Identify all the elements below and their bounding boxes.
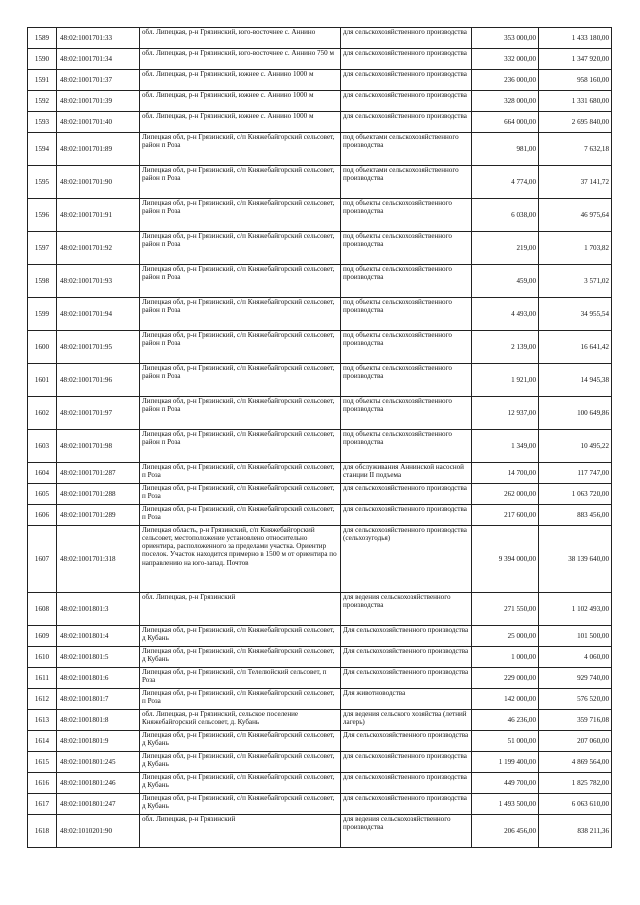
cadastral-value-cell: 2 695 840,00 <box>539 112 612 133</box>
table-row <box>28 668 612 689</box>
table-row <box>28 298 612 331</box>
address-cell: Липецкая обл, р-н Грязинский, с/п Княжебайгорский сельсовет, район п Роза <box>140 265 341 298</box>
address-cell: Липецкая обл, р-н Грязинский, с/п Княжебайгорский сельсовет, д Кубань <box>140 752 341 773</box>
row-number-cell: 1595 <box>28 166 57 199</box>
table-row <box>28 484 612 505</box>
table-row <box>28 815 612 848</box>
row-number-cell: 1615 <box>28 752 57 773</box>
address-cell: обл. Липецкая, р-н Грязинский <box>140 593 341 626</box>
cadastral-number-cell: 48:02:1001701:39 <box>57 91 140 112</box>
cadastral-value-cell: 1 331 680,00 <box>539 91 612 112</box>
cadastral-value-cell: 6 063 610,00 <box>539 794 612 815</box>
row-number-cell: 1593 <box>28 112 57 133</box>
table-row <box>28 232 612 265</box>
permitted-use-cell: для сельскохозяйственного производства (сельхозугодья) <box>341 526 472 593</box>
row-number-cell: 1607 <box>28 526 57 593</box>
cadastral-number-cell: 48:02:1001701:92 <box>57 232 140 265</box>
table-row <box>28 49 612 70</box>
area-cell: 4 774,00 <box>472 166 539 199</box>
table-row <box>28 70 612 91</box>
cadastral-number-cell: 48:02:1001701:33 <box>57 28 140 49</box>
cadastral-value-cell: 1 102 493,00 <box>539 593 612 626</box>
permitted-use-cell: Для сельскохозяйственного производства <box>341 626 472 647</box>
cadastral-value-cell: 3 571,02 <box>539 265 612 298</box>
cadastral-number-cell: 48:02:1001801:7 <box>57 689 140 710</box>
cadastral-number-cell: 48:02:1001701:94 <box>57 298 140 331</box>
area-cell: 4 493,00 <box>472 298 539 331</box>
row-number-cell: 1610 <box>28 647 57 668</box>
address-cell: обл. Липецкая, р-н Грязинский, южнее с. Аннино 1000 м <box>140 112 341 133</box>
table-row <box>28 133 612 166</box>
row-number-cell: 1589 <box>28 28 57 49</box>
cadastral-number-cell: 48:02:1001701:93 <box>57 265 140 298</box>
row-number-cell: 1617 <box>28 794 57 815</box>
table-row <box>28 364 612 397</box>
permitted-use-cell: под объекты сельскохозяйственного производства <box>341 331 472 364</box>
permitted-use-cell: для сельскохозяйственного производства <box>341 484 472 505</box>
permitted-use-cell: для сельскохозяйственного производства <box>341 70 472 91</box>
area-cell: 449 700,00 <box>472 773 539 794</box>
address-cell: Липецкая обл, р-н Грязинский, с/п Княжебайгорский сельсовет, п Роза <box>140 505 341 526</box>
permitted-use-cell: под объекты сельскохозяйственного производства <box>341 232 472 265</box>
permitted-use-cell: под объекты сельскохозяйственного производства <box>341 265 472 298</box>
cadastral-number-cell: 48:02:1001801:5 <box>57 647 140 668</box>
address-cell: обл. Липецкая, р-н Грязинский <box>140 815 341 848</box>
cadastral-number-cell: 48:02:1001701:91 <box>57 199 140 232</box>
cadastral-number-cell: 48:02:1001701:37 <box>57 70 140 91</box>
cadastral-number-cell: 48:02:1001701:288 <box>57 484 140 505</box>
area-cell: 262 000,00 <box>472 484 539 505</box>
table-row <box>28 505 612 526</box>
cadastral-value-cell: 16 641,42 <box>539 331 612 364</box>
cadastral-value-cell: 46 975,64 <box>539 199 612 232</box>
permitted-use-cell: под объекты сельскохозяйственного производства <box>341 298 472 331</box>
cadastral-value-cell: 1 433 180,00 <box>539 28 612 49</box>
cadastral-number-cell: 48:02:1001701:40 <box>57 112 140 133</box>
permitted-use-cell: для обслуживания Аннинской насосной станции II подъема <box>341 463 472 484</box>
area-cell: 206 456,00 <box>472 815 539 848</box>
table-row <box>28 28 612 49</box>
cadastral-value-cell: 10 495,22 <box>539 430 612 463</box>
address-cell: Липецкая обл, р-н Грязинский, с/п Княжебайгорский сельсовет, д Кубань <box>140 731 341 752</box>
table-row <box>28 331 612 364</box>
address-cell: Липецкая обл, р-н Грязинский, с/п Княжебайгорский сельсовет, д Кубань <box>140 626 341 647</box>
row-number-cell: 1609 <box>28 626 57 647</box>
cadastral-number-cell: 48:02:1001701:95 <box>57 331 140 364</box>
permitted-use-cell: под объекты сельскохозяйственного производства <box>341 430 472 463</box>
address-cell: Липецкая обл, р-н Грязинский, с/п Телелюйский сельсовет, п Роза <box>140 668 341 689</box>
cadastral-number-cell: 48:02:1001801:247 <box>57 794 140 815</box>
permitted-use-cell: для сельскохозяйственного производства <box>341 794 472 815</box>
area-cell: 46 236,00 <box>472 710 539 731</box>
area-cell: 51 000,00 <box>472 731 539 752</box>
area-cell: 14 700,00 <box>472 463 539 484</box>
permitted-use-cell: для сельскохозяйственного производства <box>341 773 472 794</box>
area-cell: 1 921,00 <box>472 364 539 397</box>
permitted-use-cell: для ведения сельскохозяйственного производства <box>341 593 472 626</box>
area-cell: 1 493 500,00 <box>472 794 539 815</box>
area-cell: 1 000,00 <box>472 647 539 668</box>
address-cell: обл. Липецкая, р-н Грязинский, сельское поселение Княжебайгорский сельсовет, д. Кубань <box>140 710 341 731</box>
permitted-use-cell: под объекты сельскохозяйственного производства <box>341 364 472 397</box>
cadastral-value-cell: 1 825 782,00 <box>539 773 612 794</box>
row-number-cell: 1608 <box>28 593 57 626</box>
address-cell: обл. Липецкая, р-н Грязинский, юго-восточнее с. Аннино <box>140 28 341 49</box>
table-row <box>28 647 612 668</box>
cadastral-value-cell: 117 747,00 <box>539 463 612 484</box>
cadastral-value-cell: 958 160,00 <box>539 70 612 91</box>
table-row <box>28 593 612 626</box>
cadastral-value-cell: 34 955,54 <box>539 298 612 331</box>
cadastral-number-cell: 48:02:1001801:9 <box>57 731 140 752</box>
cadastral-value-cell: 1 063 720,00 <box>539 484 612 505</box>
cadastral-number-cell: 48:02:1001701:89 <box>57 133 140 166</box>
permitted-use-cell: Для сельскохозяйственного производства <box>341 668 472 689</box>
cadastral-number-cell: 48:02:1010201:90 <box>57 815 140 848</box>
address-cell: Липецкая обл, р-н Грязинский, с/п Княжебайгорский сельсовет, район п Роза <box>140 397 341 430</box>
address-cell: Липецкая обл, р-н Грязинский, с/п Княжебайгорский сельсовет, район п Роза <box>140 331 341 364</box>
permitted-use-cell: для сельскохозяйственного производства <box>341 752 472 773</box>
table-row <box>28 773 612 794</box>
area-cell: 1 349,00 <box>472 430 539 463</box>
row-number-cell: 1590 <box>28 49 57 70</box>
area-cell: 236 000,00 <box>472 70 539 91</box>
permitted-use-cell: для ведения сельского хозяйства (летний лагерь) <box>341 710 472 731</box>
area-cell: 2 139,00 <box>472 331 539 364</box>
permitted-use-cell: Для сельскохозяйственного производства <box>341 731 472 752</box>
row-number-cell: 1598 <box>28 265 57 298</box>
address-cell: Липецкая обл, р-н Грязинский, с/п Княжебайгорский сельсовет, п Роза <box>140 689 341 710</box>
cadastral-value-cell: 38 139 640,00 <box>539 526 612 593</box>
row-number-cell: 1600 <box>28 331 57 364</box>
cadastral-value-cell: 929 740,00 <box>539 668 612 689</box>
address-cell: Липецкая обл, р-н Грязинский, с/п Княжебайгорский сельсовет, район п Роза <box>140 199 341 232</box>
area-cell: 353 000,00 <box>472 28 539 49</box>
row-number-cell: 1594 <box>28 133 57 166</box>
area-cell: 459,00 <box>472 265 539 298</box>
table-row <box>28 430 612 463</box>
table-row <box>28 199 612 232</box>
cadastral-number-cell: 48:02:1001801:246 <box>57 773 140 794</box>
cadastral-number-cell: 48:02:1001801:6 <box>57 668 140 689</box>
row-number-cell: 1614 <box>28 731 57 752</box>
table-row <box>28 166 612 199</box>
area-cell: 219,00 <box>472 232 539 265</box>
row-number-cell: 1597 <box>28 232 57 265</box>
permitted-use-cell: под объекты сельскохозяйственного производства <box>341 199 472 232</box>
table-row <box>28 463 612 484</box>
permitted-use-cell: для сельскохозяйственного производства <box>341 112 472 133</box>
table-row <box>28 731 612 752</box>
table-row <box>28 794 612 815</box>
area-cell: 1 199 400,00 <box>472 752 539 773</box>
permitted-use-cell: для сельскохозяйственного производства <box>341 28 472 49</box>
row-number-cell: 1606 <box>28 505 57 526</box>
cadastral-number-cell: 48:02:1001801:4 <box>57 626 140 647</box>
cadastral-number-cell: 48:02:1001701:287 <box>57 463 140 484</box>
table-row <box>28 626 612 647</box>
row-number-cell: 1603 <box>28 430 57 463</box>
cadastral-value-cell: 359 716,08 <box>539 710 612 731</box>
cadastral-value-cell: 37 141,72 <box>539 166 612 199</box>
row-number-cell: 1601 <box>28 364 57 397</box>
cadastral-value-cell: 14 945,38 <box>539 364 612 397</box>
permitted-use-cell: под объекты сельскохозяйственного производства <box>341 397 472 430</box>
table-row <box>28 112 612 133</box>
table-row <box>28 752 612 773</box>
table-row <box>28 689 612 710</box>
permitted-use-cell: Для животноводства <box>341 689 472 710</box>
cadastral-value-cell: 1 703,82 <box>539 232 612 265</box>
area-cell: 6 038,00 <box>472 199 539 232</box>
area-cell: 332 000,00 <box>472 49 539 70</box>
cadastral-number-cell: 48:02:1001701:34 <box>57 49 140 70</box>
cadastral-value-cell: 1 347 920,00 <box>539 49 612 70</box>
row-number-cell: 1599 <box>28 298 57 331</box>
row-number-cell: 1596 <box>28 199 57 232</box>
address-cell: обл. Липецкая, р-н Грязинский, юго-восточнее с. Аннино 750 м <box>140 49 341 70</box>
area-cell: 12 937,00 <box>472 397 539 430</box>
area-cell: 271 550,00 <box>472 593 539 626</box>
area-cell: 217 600,00 <box>472 505 539 526</box>
cadastral-value-cell: 101 500,00 <box>539 626 612 647</box>
permitted-use-cell: для сельскохозяйственного производства <box>341 505 472 526</box>
address-cell: обл. Липецкая, р-н Грязинский, южнее с. Аннино 1000 м <box>140 91 341 112</box>
row-number-cell: 1611 <box>28 668 57 689</box>
cadastral-number-cell: 48:02:1001701:98 <box>57 430 140 463</box>
address-cell: Липецкая обл, р-н Грязинский, с/п Княжебайгорский сельсовет, район п Роза <box>140 430 341 463</box>
cadastral-value-cell: 100 649,86 <box>539 397 612 430</box>
row-number-cell: 1612 <box>28 689 57 710</box>
land-plot-table <box>27 27 612 848</box>
address-cell: Липецкая обл, р-н Грязинский, с/п Княжебайгорский сельсовет, район п Роза <box>140 364 341 397</box>
cadastral-value-cell: 576 520,00 <box>539 689 612 710</box>
cadastral-number-cell: 48:02:1001801:3 <box>57 593 140 626</box>
cadastral-value-cell: 4 060,00 <box>539 647 612 668</box>
address-cell: Липецкая обл, р-н Грязинский, с/п Княжебайгорский сельсовет, п Роза <box>140 463 341 484</box>
row-number-cell: 1602 <box>28 397 57 430</box>
area-cell: 25 000,00 <box>472 626 539 647</box>
address-cell: Липецкая обл, р-н Грязинский, с/п Княжебайгорский сельсовет, район п Роза <box>140 166 341 199</box>
row-number-cell: 1618 <box>28 815 57 848</box>
address-cell: Липецкая обл, р-н Грязинский, с/п Княжебайгорский сельсовет, д Кубань <box>140 773 341 794</box>
permitted-use-cell: для сельскохозяйственного производства <box>341 49 472 70</box>
cadastral-value-cell: 883 456,00 <box>539 505 612 526</box>
address-cell: Липецкая обл, р-н Грязинский, с/п Княжебайгорский сельсовет, район п Роза <box>140 232 341 265</box>
address-cell: Липецкая обл, р-н Грязинский, с/п Княжебайгорский сельсовет, п Роза <box>140 484 341 505</box>
row-number-cell: 1604 <box>28 463 57 484</box>
address-cell: Липецкая обл, р-н Грязинский, с/п Княжебайгорский сельсовет, д Кубань <box>140 647 341 668</box>
cadastral-number-cell: 48:02:1001701:90 <box>57 166 140 199</box>
address-cell: обл. Липецкая, р-н Грязинский, южнее с. Аннино 1000 м <box>140 70 341 91</box>
cadastral-number-cell: 48:02:1001801:8 <box>57 710 140 731</box>
row-number-cell: 1592 <box>28 91 57 112</box>
cadastral-number-cell: 48:02:1001701:289 <box>57 505 140 526</box>
cadastral-value-cell: 207 060,00 <box>539 731 612 752</box>
address-cell: Липецкая область, р-н Грязинский, с/п Княжебайгорский сельсовет, местоположение установлено относительно ориентира, расположенного за пределами участка. Ориентир поселок. Участок находится примерно в 1500 м от ориентира по направлению на юго-запад. Почтов <box>140 526 341 593</box>
cadastral-number-cell: 48:02:1001801:245 <box>57 752 140 773</box>
address-cell: Липецкая обл, р-н Грязинский, с/п Княжебайгорский сельсовет, район п Роза <box>140 133 341 166</box>
row-number-cell: 1613 <box>28 710 57 731</box>
table-row <box>28 710 612 731</box>
row-number-cell: 1605 <box>28 484 57 505</box>
permitted-use-cell: под объектами сельскохозяйственного производства <box>341 133 472 166</box>
table-row <box>28 91 612 112</box>
cadastral-value-cell: 7 632,18 <box>539 133 612 166</box>
area-cell: 664 000,00 <box>472 112 539 133</box>
table-body <box>28 28 612 848</box>
cadastral-value-cell: 838 211,36 <box>539 815 612 848</box>
cadastral-value-cell: 4 869 564,00 <box>539 752 612 773</box>
row-number-cell: 1591 <box>28 70 57 91</box>
area-cell: 229 000,00 <box>472 668 539 689</box>
area-cell: 9 394 000,00 <box>472 526 539 593</box>
table-row <box>28 265 612 298</box>
permitted-use-cell: для ведения сельскохозяйственного производства <box>341 815 472 848</box>
cadastral-number-cell: 48:02:1001701:96 <box>57 364 140 397</box>
address-cell: Липецкая обл, р-н Грязинский, с/п Княжебайгорский сельсовет, район п Роза <box>140 298 341 331</box>
table-row <box>28 526 612 593</box>
permitted-use-cell: под объектами сельскохозяйственного производства <box>341 166 472 199</box>
area-cell: 142 000,00 <box>472 689 539 710</box>
area-cell: 981,00 <box>472 133 539 166</box>
area-cell: 328 000,00 <box>472 91 539 112</box>
cadastral-number-cell: 48:02:1001701:318 <box>57 526 140 593</box>
address-cell: Липецкая обл, р-н Грязинский, с/п Княжебайгорский сельсовет, д Кубань <box>140 794 341 815</box>
permitted-use-cell: для сельскохозяйственного производства <box>341 91 472 112</box>
cadastral-number-cell: 48:02:1001701:97 <box>57 397 140 430</box>
table-row <box>28 397 612 430</box>
permitted-use-cell: Для сельскохозяйственного производства <box>341 647 472 668</box>
row-number-cell: 1616 <box>28 773 57 794</box>
